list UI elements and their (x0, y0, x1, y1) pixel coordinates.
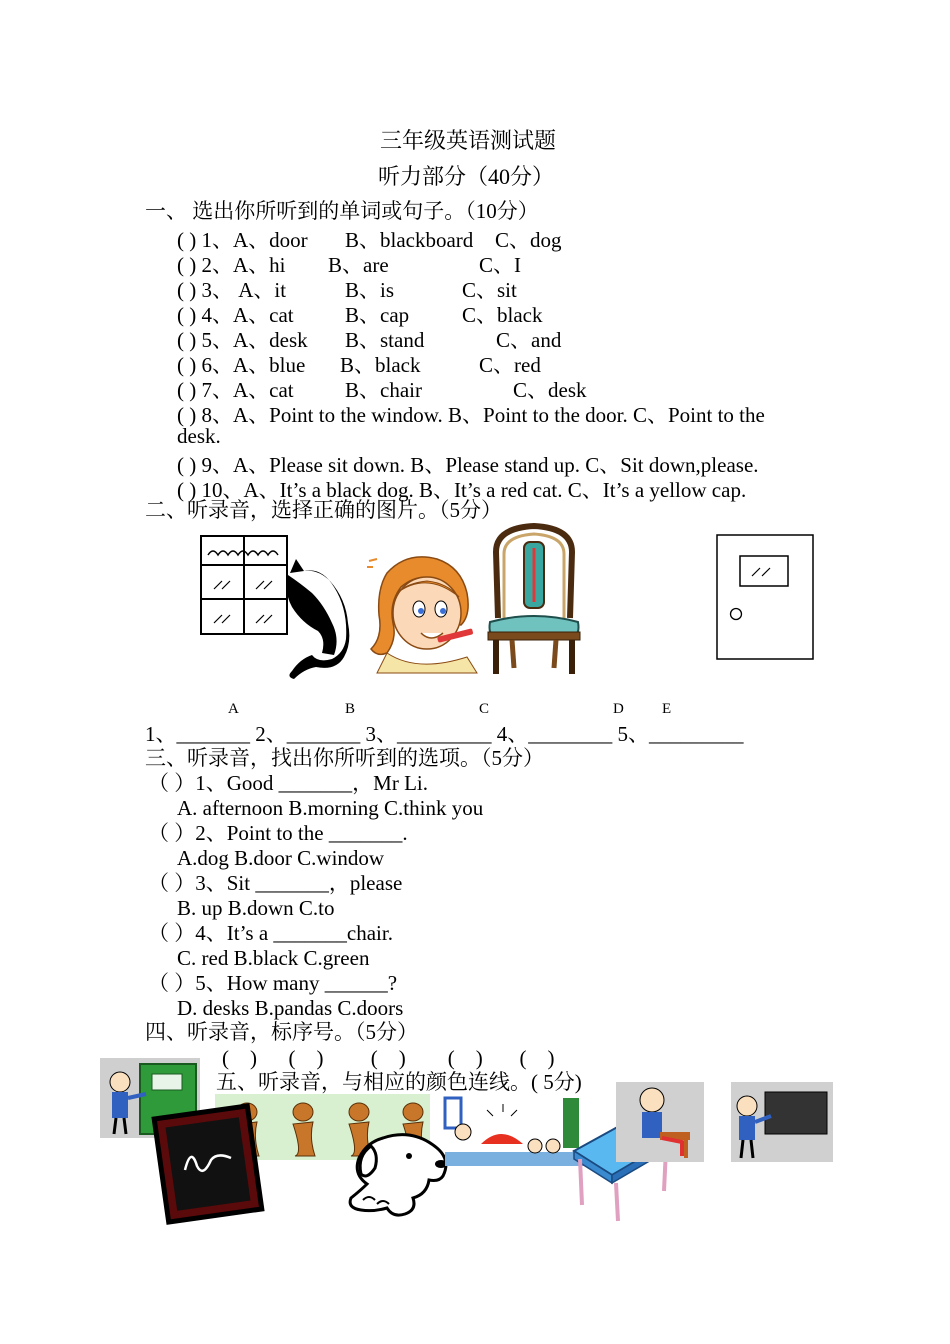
s3-options-2: A.dog B.door C.window (177, 846, 385, 870)
s1-item-8-cont: desk. (177, 424, 221, 448)
door-picture (716, 534, 816, 662)
s1-item-5: ( ) 5、A、desk B、stand C、and (177, 328, 562, 352)
section4-brackets: ( ) ( ) ( ) ( ) ( ) (222, 1046, 555, 1070)
s3-options-4: C. red B.black C.green (177, 946, 370, 970)
classroom-picture (445, 1094, 585, 1166)
s3-question-2: （ ）2、Point to the _______. (148, 821, 408, 845)
s3-question-5: （ ）5、How many ______? (148, 971, 398, 995)
section3-heading: 三、听录音，找出你所听到的选项。（5分） (145, 746, 544, 770)
s1-item-1: ( ) 1、A、door B、blackboard C、dog (177, 228, 562, 252)
boy-sitting-picture (616, 1082, 704, 1162)
boy-blackboard-picture (731, 1082, 833, 1162)
girl-picture (357, 553, 487, 673)
pic-label-b: B (345, 701, 356, 717)
pic-label-e: E (662, 701, 672, 717)
s1-item-9: ( ) 9、A、Please sit down. B、Please stand up. C、Sit down,please. (177, 453, 759, 477)
s1-item-3: ( ) 3、 A、it B、is C、sit (177, 278, 517, 302)
s3-options-1: A. afternoon B.morning C.think you (177, 796, 484, 820)
s1-item-4: ( ) 4、A、cat B、cap C、black (177, 303, 543, 327)
s3-question-1: （ ）1、Good _______，Mr Li. (148, 771, 428, 795)
s1-item-10: ( ) 10、A、It’s a black dog. B、It’s a red cat. C、It’s a yellow cap. (177, 478, 747, 502)
cat-picture (282, 553, 362, 678)
s3-options-3: B. up B.down C.to (177, 896, 335, 920)
dog-picture (343, 1128, 453, 1220)
section2-heading: 二、听录音，选择正确的图片。（5分） (145, 498, 502, 522)
page-title: 三年级英语测试题 (380, 128, 557, 153)
s1-item-6: ( ) 6、A、blue B、black C、red (177, 353, 541, 377)
window-picture (200, 535, 290, 635)
s3-question-3: （ ）3、Sit _______，please (148, 871, 403, 895)
s3-question-4: （ ）4、It’s a _______chair. (148, 921, 393, 945)
blackboard-picture (155, 1106, 265, 1226)
page-subtitle: 听力部分（40分） (378, 164, 555, 189)
pic-label-a: A (228, 701, 239, 717)
section1-heading: 一、 选出你所听到的单词或句子。（10分） (145, 199, 539, 223)
s1-item-2: ( ) 2、A、hi B、are C、I (177, 253, 521, 277)
section2-answers: 1、_______ 2、_______ 3、_________ 4、________ 5、_________ (145, 722, 744, 746)
pic-label-c: C (479, 701, 490, 717)
section5-heading: 五、听录音，与相应的颜色连线。( 5分) (216, 1070, 582, 1094)
chair-picture (484, 522, 584, 677)
section4-heading: 四、听录音，标序号。（5分） (145, 1020, 418, 1044)
s1-item-8: ( ) 8、A、Point to the window. B、Point to the door. C、Point to the (177, 403, 765, 427)
pic-label-d: D (613, 701, 624, 717)
s3-options-5: D. desks B.pandas C.doors (177, 996, 404, 1020)
s1-item-7: ( ) 7、A、cat B、chair C、desk (177, 378, 587, 402)
